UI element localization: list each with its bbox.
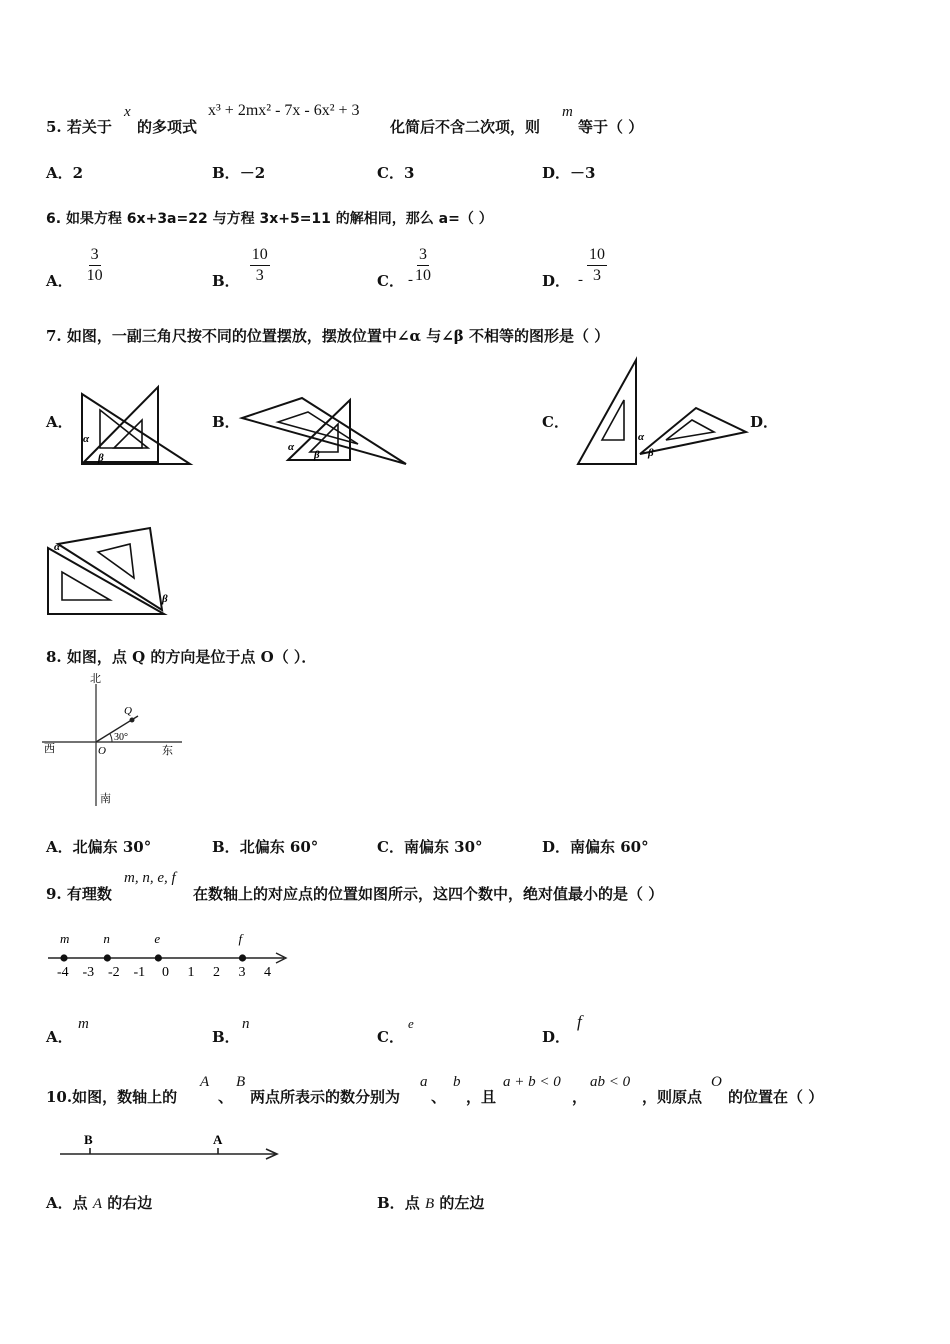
axis-tick-label: -1 bbox=[133, 965, 146, 980]
q6-option-a[interactable]: A． $\frac{3}{10}$ bbox=[46, 246, 103, 290]
q10-option-a[interactable]: A．点 A 的右边 bbox=[46, 1194, 153, 1212]
east-label: 东 bbox=[162, 745, 173, 757]
point-q-label: Q bbox=[124, 705, 132, 717]
alpha-label: α bbox=[54, 541, 61, 553]
alpha-label: α bbox=[638, 431, 645, 443]
q8-option-d[interactable]: D．南偏东 60° bbox=[542, 838, 649, 856]
point-m-label: m bbox=[60, 931, 70, 946]
q5-option-d[interactable]: D．－3 bbox=[542, 164, 596, 182]
q8-compass-figure bbox=[40, 670, 186, 810]
q10-number-line bbox=[58, 1128, 284, 1164]
q8-option-c[interactable]: C．南偏东 30° bbox=[377, 838, 483, 856]
q8-stem: 8. 如图，点 Q 的方向是位于点 O（ ）． bbox=[46, 648, 317, 666]
q10-var-a-point: A bbox=[200, 1074, 210, 1090]
beta-label: β bbox=[98, 452, 104, 464]
q5-text-mid: 的多项式 bbox=[137, 118, 198, 136]
west-label: 西 bbox=[44, 743, 55, 755]
q6-stem: 6. 如果方程 6x+3a=22 与方程 3x+5=11 的解相同，那么 a=（ ） bbox=[46, 211, 493, 227]
q10-sep-3: ， bbox=[572, 1088, 588, 1106]
q10-var-o: O bbox=[711, 1074, 722, 1090]
q5-text-after: 化简后不含二次项，则 bbox=[390, 118, 541, 136]
q10-stem-3: ，且 bbox=[466, 1088, 497, 1106]
q9-vars: m, n, e, f bbox=[124, 870, 176, 886]
q9-option-b-value: n bbox=[242, 1016, 250, 1032]
q9-number-line bbox=[44, 926, 294, 984]
q10-sep-1: 、 bbox=[218, 1088, 234, 1106]
q10-stem-5: 的位置在（ ） bbox=[728, 1088, 824, 1106]
q9-option-d-value: f bbox=[577, 1012, 582, 1031]
point-n-label: n bbox=[103, 931, 110, 946]
question-number: 5. bbox=[46, 118, 62, 136]
q8-option-a[interactable]: A．北偏东 30° bbox=[46, 838, 152, 856]
q9-stem-start: 9. 有理数 bbox=[46, 885, 112, 903]
q7-option-a-label[interactable]: A． bbox=[46, 413, 73, 431]
q7-figure-d bbox=[44, 522, 180, 618]
q9-option-b[interactable]: B． bbox=[212, 1028, 240, 1046]
q10-stem-4: ，则原点 bbox=[642, 1088, 703, 1106]
q7-figure-a bbox=[78, 384, 194, 468]
axis-tick-label: -3 bbox=[82, 965, 95, 980]
q10-condition-2: ab < 0 bbox=[590, 1074, 631, 1090]
q6-option-d[interactable]: D． - $\frac{10}{3}$ bbox=[542, 246, 606, 290]
q10-option-b[interactable]: B．点 B 的左边 bbox=[377, 1194, 485, 1212]
point-e-label: e bbox=[154, 931, 161, 946]
axis-tick-label: 2 bbox=[213, 965, 220, 980]
axis-tick-label: 1 bbox=[187, 965, 195, 980]
q7-stem: 7. 如图，一副三角尺按不同的位置摆放，摆放位置中∠α 与∠β 不相等的图形是（ ） bbox=[46, 327, 610, 345]
axis-tick-label: -4 bbox=[57, 965, 69, 980]
q6-option-c[interactable]: C． - $\frac{3}{10}$ bbox=[377, 246, 431, 290]
origin-label: O bbox=[98, 745, 106, 757]
point-f-label: f bbox=[238, 931, 243, 946]
q7-figure-b bbox=[238, 396, 410, 470]
alpha-label: α bbox=[288, 441, 295, 453]
q10-var-b-point: B bbox=[236, 1074, 246, 1090]
q5-text-end: 等于（ ） bbox=[578, 118, 644, 136]
beta-label: β bbox=[162, 593, 168, 605]
q7-option-b-label[interactable]: B． bbox=[212, 413, 240, 431]
axis-tick-label: 4 bbox=[264, 965, 271, 980]
axis-tick-label: 0 bbox=[162, 965, 169, 980]
q5-option-b[interactable]: B．－2 bbox=[212, 164, 266, 182]
point-a-label: A bbox=[213, 1132, 223, 1147]
q10-stem-1: 10.如图，数轴上的 bbox=[46, 1088, 178, 1106]
point-m-dot bbox=[60, 954, 67, 961]
q7-figure-c bbox=[574, 356, 750, 470]
q6-option-b[interactable]: B． $\frac{10}{3}$ bbox=[212, 246, 268, 290]
q10-var-b: b bbox=[453, 1074, 461, 1090]
angle-label: 30° bbox=[114, 732, 128, 743]
axis-tick-label: -2 bbox=[108, 965, 120, 980]
q7-option-c-label[interactable]: C． bbox=[542, 413, 569, 431]
south-label: 南 bbox=[100, 793, 111, 805]
q9-option-a-value: m bbox=[78, 1016, 89, 1032]
q9-option-c-value: e bbox=[408, 1016, 414, 1031]
point-b-label: B bbox=[84, 1132, 93, 1147]
q9-option-c[interactable]: C． bbox=[377, 1028, 404, 1046]
q5-stem bbox=[46, 116, 112, 137]
q5-option-c[interactable]: C．3 bbox=[377, 164, 415, 182]
q10-var-a: a bbox=[420, 1074, 428, 1090]
q5-var-m: m bbox=[562, 104, 573, 120]
q5-text: 若关于 bbox=[66, 118, 112, 136]
axis-tick-label: 3 bbox=[238, 965, 246, 980]
point-n-dot bbox=[104, 954, 111, 961]
beta-label: β bbox=[314, 449, 320, 461]
q9-option-a[interactable]: A． bbox=[46, 1028, 73, 1046]
alpha-label: α bbox=[83, 433, 90, 445]
point-e-dot bbox=[155, 954, 162, 961]
q7-option-d-label[interactable]: D． bbox=[750, 413, 779, 431]
q5-option-a[interactable]: A．2 bbox=[46, 164, 84, 182]
q5-polynomial: x³ + 2mx² - 7x - 6x² + 3 bbox=[208, 102, 360, 119]
q9-option-d[interactable]: D． bbox=[542, 1028, 571, 1046]
beta-label: β bbox=[648, 447, 654, 459]
q10-sep-2: 、 bbox=[431, 1088, 447, 1106]
q9-stem-end: 在数轴上的对应点的位置如图所示，这四个数中，绝对值最小的是（ ） bbox=[193, 885, 664, 903]
north-label: 北 bbox=[90, 673, 101, 685]
q10-condition-1: a + b < 0 bbox=[503, 1074, 561, 1090]
q8-option-b[interactable]: B．北偏东 60° bbox=[212, 838, 319, 856]
q5-var-x: x bbox=[124, 104, 131, 120]
point-f-dot bbox=[239, 954, 246, 961]
q10-stem-2: 两点所表示的数分别为 bbox=[250, 1088, 401, 1106]
